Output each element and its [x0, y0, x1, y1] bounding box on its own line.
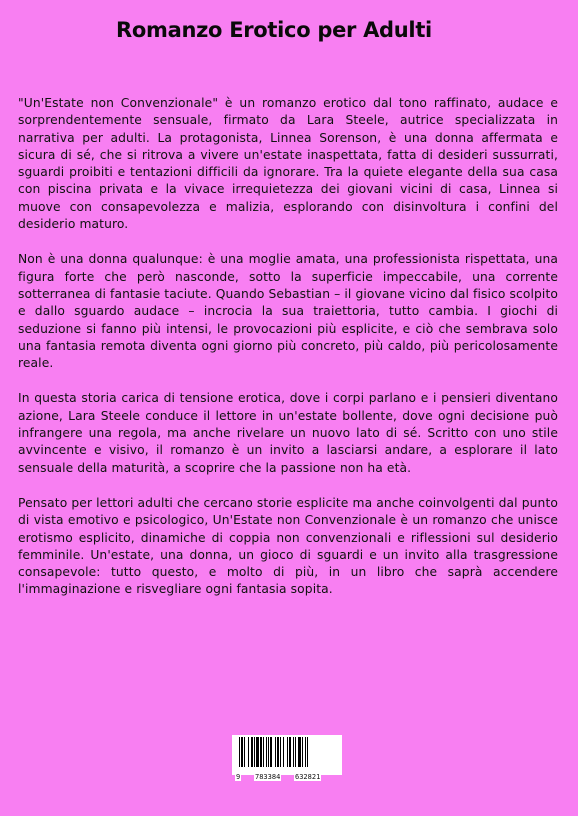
barcode-digit-first: 9	[236, 773, 241, 781]
isbn-barcode	[232, 735, 342, 781]
barcode-digits-right: 632821	[295, 773, 321, 781]
page-title: Romanzo Erotico per Adulti	[116, 18, 432, 42]
paragraph-3: In questa storia carica di tensione erotica, dove i corpi parlano e i pensieri diventano azione, Lara Steele conduce il lettore in un'estate bollente, dove ogni decisione può infrangere una regola, ma anche rivelare un nuovo lato di sé. Scritto con uno stile avvincente e visivo, il romanzo è un invito a lasciarsi andare, a esplorare il lato sensuale della maturità, a scoprire che la passione non ha età.	[18, 391, 558, 475]
paragraph-4: Pensato per lettori adulti che cercano storie esplicite ma anche coinvolgenti dal punto di vista emotivo e psicologico, Un'Estate non Convenzionale è un romanzo che unisce erotismo esplicito, dinamiche di coppia non convenzionali e riflessioni sul desiderio femminile. Un'estate, una donna, un gioco di sguardi e un invito alla trasgressione consapevole: tutto questo, e molto di più, in un libro che saprà accendere l'immaginazione e risvegliare ogni fantasia sopita.	[18, 495, 558, 597]
paragraph-1: "Un'Estate non Convenzionale" è un romanzo erotico dal tono raffinato, audace e sorprendentemente sensuale, firmato da Lara Steele, autrice specializzata in narrativa per adulti. La protagonista, Linnea Sorenson, è una donna affermata e sicura di sé, che si ritrova a vivere un'estate inaspettata, fatta di desideri sussurrati, sguardi proibiti e tentazioni difficili da ignorare. Tra la quiete elegante della sua casa con piscina privata e la vivace irrequietezza dei giovani vicini di casa, Linnea si muove con consapevolezza e malizia, esplorando con disinvoltura i confini del desiderio maturo.	[18, 96, 558, 232]
barcode-bars	[235, 737, 339, 767]
paragraph-2: Non è una donna qualunque: è una moglie amata, una professionista rispettata, una figura forte che però nasconde, sotto la superficie impeccabile, una corrente sotterranea di fantasie taciute. Quando Sebastian – il giovane vicino dal fisico scolpito e dallo sguardo audace – incrocia la sua traiettoria, tutto cambia. I giochi di seduzione si fanno più intensi, le provocazioni più esplicite, e ciò che sembrava solo una fantasia remota diventa ogni giorno più concreto, più caldo, più pericolosamente reale.	[18, 252, 558, 371]
barcode-digits-left: 783384	[255, 773, 281, 781]
book-description	[18, 95, 558, 617]
